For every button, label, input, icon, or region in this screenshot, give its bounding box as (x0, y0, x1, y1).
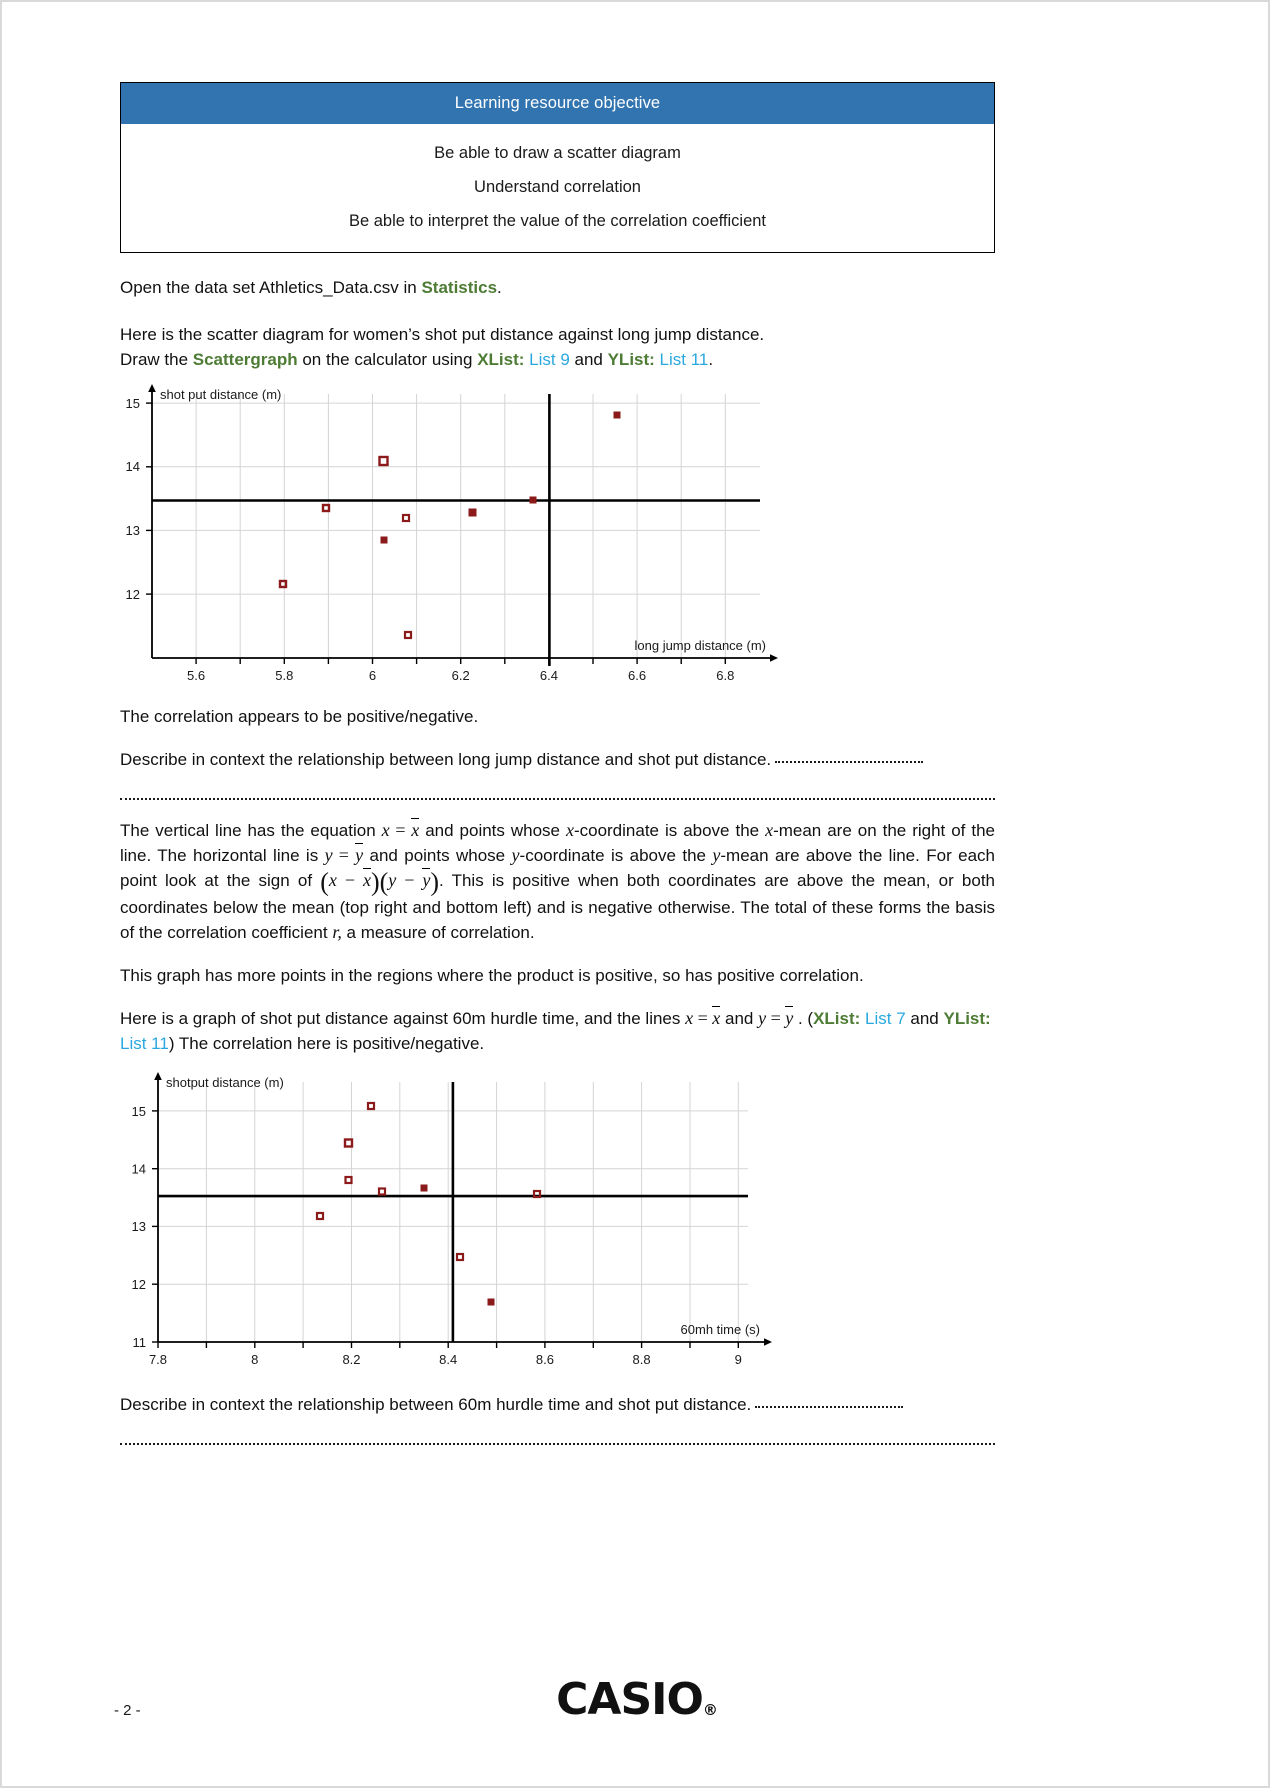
spacer (120, 1417, 995, 1443)
chart2-ytick-3: 14 (131, 1161, 146, 1177)
draw-mid: on the calculator using (297, 350, 478, 369)
chart2-tick-labels (132, 1103, 742, 1366)
spacer (120, 372, 995, 382)
spacer (120, 945, 995, 963)
exp-c: -coordinate is above the (573, 821, 766, 840)
chart1-svg (120, 382, 780, 694)
casio-wordmark: CASIO (556, 1674, 703, 1725)
ylist-value-2: List 11 (120, 1033, 169, 1053)
data-point (405, 632, 411, 638)
exp-eq2-rhs-ybar: y (355, 843, 363, 868)
spacer (120, 729, 995, 747)
open-dataset-instruction (120, 275, 995, 300)
xlist-value-2: List 7 (860, 1008, 906, 1028)
chart1-x-axis-title: long jump distance (m) (634, 638, 766, 653)
ylist-label: YList: (607, 350, 655, 369)
registered-trademark-icon: ® (702, 1700, 718, 1719)
data-point (421, 1185, 427, 1191)
data-point (323, 505, 329, 511)
sec-d: and (905, 1008, 944, 1028)
formula-xbar: x (363, 868, 371, 893)
sec-eq1-lhs: x (685, 1007, 694, 1028)
chart1-x-axis-arrow (770, 654, 778, 662)
correlation-positive-negative-prompt: The correlation appears to be positive/negative. (120, 707, 479, 726)
spacer (120, 800, 995, 818)
xlist-value: List 9 (524, 350, 570, 369)
exp-y-mean: y (712, 845, 721, 865)
exp-a: The vertical line has the equation (120, 821, 382, 840)
chart1-ytick-1: 13 (125, 523, 140, 538)
ylist-value: List 11 (654, 350, 709, 369)
describe-prompt-text-2: Describe in context the relationship between 60m hurdle time and shot put distance. (120, 1394, 752, 1414)
scatter-chart-longjump-shotput (120, 382, 995, 694)
chart2-mean-lines (158, 1082, 748, 1342)
objective-header-cell: Learning resource objective (121, 83, 995, 125)
data-point (280, 581, 286, 587)
data-point (614, 412, 620, 418)
sec-eq2-lhs: y (758, 1007, 767, 1028)
chart2-xtick-5: 8.8 (632, 1351, 651, 1367)
data-point (488, 1299, 494, 1305)
formula-ybar: y (422, 868, 430, 893)
data-point (345, 1139, 352, 1146)
chart2-x-ticks (158, 1342, 738, 1348)
data-point (380, 457, 388, 465)
data-point (457, 1254, 463, 1260)
chart1-data-points (280, 412, 620, 638)
chart2-xtick-1: 8 (251, 1351, 259, 1367)
page-number: - 2 - (114, 1702, 141, 1719)
objective-item-1: Be able to draw a scatter diagram (434, 144, 681, 162)
chart2-xtick-2: 8.2 (342, 1351, 361, 1367)
sec-eq1-rhs-xbar: x (712, 1006, 720, 1031)
chart2-ytick-2: 13 (131, 1218, 146, 1234)
answer-line-full-2[interactable] (120, 1443, 995, 1445)
exp-x-coordinate: x (565, 820, 574, 840)
chart2-xtick-0: 7.8 (148, 1351, 168, 1367)
chart2-ytick-4: 15 (131, 1103, 146, 1119)
sec-c: . ( (793, 1008, 814, 1028)
chart1-xtick-0: 5.6 (187, 668, 206, 683)
chart1-gridlines (152, 394, 760, 658)
exp-d: -mean are on the right of the line. The horizontal line is (120, 821, 995, 865)
chart2-y-axis-arrow (154, 1072, 162, 1080)
xlist-label: XList: (477, 350, 525, 369)
data-point (368, 1103, 374, 1109)
objective-header-row (121, 83, 995, 125)
exp-eq2-lhs: y (324, 845, 333, 865)
spacer (120, 694, 995, 704)
chart1-ytick-0: 12 (125, 587, 140, 602)
ylist-label-2: YList: (943, 1008, 991, 1028)
data-point (346, 1177, 352, 1183)
chart1-xtick-1: 5.8 (275, 668, 294, 683)
chart2-svg (120, 1070, 780, 1382)
data-point (530, 497, 536, 503)
exp-h: . This is positive when both coordinates are above the mean, or both coordinates below the mean (top right and bottom left) and is negative otherwise. The total of these forms the basis of the correlation coefficient (120, 871, 996, 942)
objective-item-3: Be able to interpret the value of the correlation coefficient (348, 212, 767, 230)
data-point (379, 1188, 385, 1194)
exp-eq1-lhs: x (381, 820, 390, 840)
chart2-xtick-3: 8.4 (439, 1351, 458, 1367)
chart1-xtick-5: 6.6 (628, 668, 647, 683)
draw-end: . (708, 350, 714, 369)
exp-e: and points whose (363, 846, 512, 865)
chart1-xtick-4: 6.4 (539, 668, 558, 683)
exp-b: and points whose (419, 821, 566, 840)
exp-eq1-rhs-xbar: x (411, 818, 419, 843)
describe-relationship-prompt-2 (120, 1392, 995, 1417)
answer-line-inline-1[interactable] (775, 761, 923, 763)
chart1-ytick-3: 15 (125, 396, 140, 411)
xlist-label-2: XList: (813, 1008, 861, 1028)
statistics-app-name: Statistics (421, 278, 498, 297)
describe-prompt-text-1: Describe in context the relationship between long jump distance and shot put distance. (120, 750, 772, 769)
chart2-x-axis-arrow (764, 1338, 772, 1346)
sec-eq2-rhs-ybar: y (785, 1006, 793, 1031)
chart2-y-axis-title: shotput distance (m) (166, 1074, 284, 1090)
chart1-y-axis-arrow (148, 384, 156, 392)
exp-r-symbol: r, (332, 921, 342, 942)
chart1-x-ticks (196, 658, 725, 664)
open-dataset-prefix: Open the data set Athletics_Data.csv in (120, 278, 422, 297)
describe-relationship-prompt-1 (120, 747, 995, 772)
open-dataset-suffix: . (497, 278, 502, 297)
scatter-intro-line: Here is the scatter diagram for women’s shot put distance against long jump distance. (120, 325, 765, 344)
chart1-ytick-2: 14 (125, 459, 140, 474)
chart2-ytick-0: 11 (132, 1334, 146, 1350)
exp-x-mean: x (765, 820, 774, 840)
objective-body-cell (121, 124, 995, 253)
draw-prefix: Draw the (120, 350, 193, 369)
chart1-xtick-2: 6 (368, 668, 377, 683)
second-graph-intro (120, 1006, 995, 1056)
page-content (120, 82, 995, 1445)
scatter-chart-hurdle-shotput (120, 1070, 995, 1382)
chart1-xtick-3: 6.2 (451, 668, 470, 683)
chart2-axes (154, 1072, 772, 1346)
data-point (317, 1213, 323, 1219)
objective-body-row (121, 124, 995, 253)
learning-objective-table (120, 82, 995, 253)
chart2-xtick-4: 8.6 (535, 1351, 554, 1367)
data-point (534, 1191, 540, 1197)
casio-logo (2, 1674, 1270, 1725)
objective-item-2: Understand correlation (474, 178, 641, 196)
exp-y-coordinate: y (511, 845, 520, 865)
spacer (120, 1056, 995, 1070)
spacer (120, 988, 995, 1006)
spacer (120, 1382, 995, 1392)
positive-correlation-note: This graph has more points in the regions where the product is positive, so has positive correlation. (120, 965, 864, 985)
formula-y: y (388, 870, 397, 890)
chart2-x-axis-title: 60mh time (s) (680, 1321, 760, 1337)
draw-scattergraph-instruction (120, 347, 995, 372)
chart1-axes (148, 384, 778, 662)
draw-and: and (569, 350, 608, 369)
exp-f: -coordinate is above the (519, 846, 713, 865)
chart1-xtick-6: 6.8 (716, 668, 735, 683)
data-point (381, 537, 387, 543)
spacer (120, 772, 995, 798)
answer-line-inline-2[interactable] (755, 1406, 903, 1408)
explanation-paragraph (120, 818, 995, 945)
exp-eq2-eq: = (332, 845, 356, 865)
sec-eq1-eq: = (693, 1007, 713, 1028)
sec-a: Here is a graph of shot put distance against 60m hurdle time, and the lines (120, 1008, 686, 1028)
sec-b: and (720, 1008, 759, 1028)
spacer (120, 253, 995, 275)
chart1-y-axis-title: shot put distance (m) (160, 387, 282, 402)
scatter-diagram-intro (120, 322, 995, 347)
exp-g: -mean are above the line. For each point look at the sign of (120, 846, 995, 890)
exp-product-formula: (x − x)(y − y) (320, 867, 439, 897)
chart2-data-points (317, 1103, 540, 1305)
data-point (469, 509, 476, 516)
data-point (403, 515, 409, 521)
exp-i: a measure of correlation. (341, 922, 535, 942)
sec-eq2-eq: = (766, 1007, 786, 1028)
spacer (120, 300, 995, 322)
chart2-xtick-6: 9 (734, 1351, 742, 1367)
sec-e: ) The correlation here is positive/negative. (168, 1033, 485, 1053)
chart2-ytick-1: 12 (131, 1276, 146, 1292)
exp-eq1-eq: = (389, 820, 412, 840)
scattergraph-app-name: Scattergraph (192, 350, 298, 369)
formula-x: x (328, 870, 337, 890)
